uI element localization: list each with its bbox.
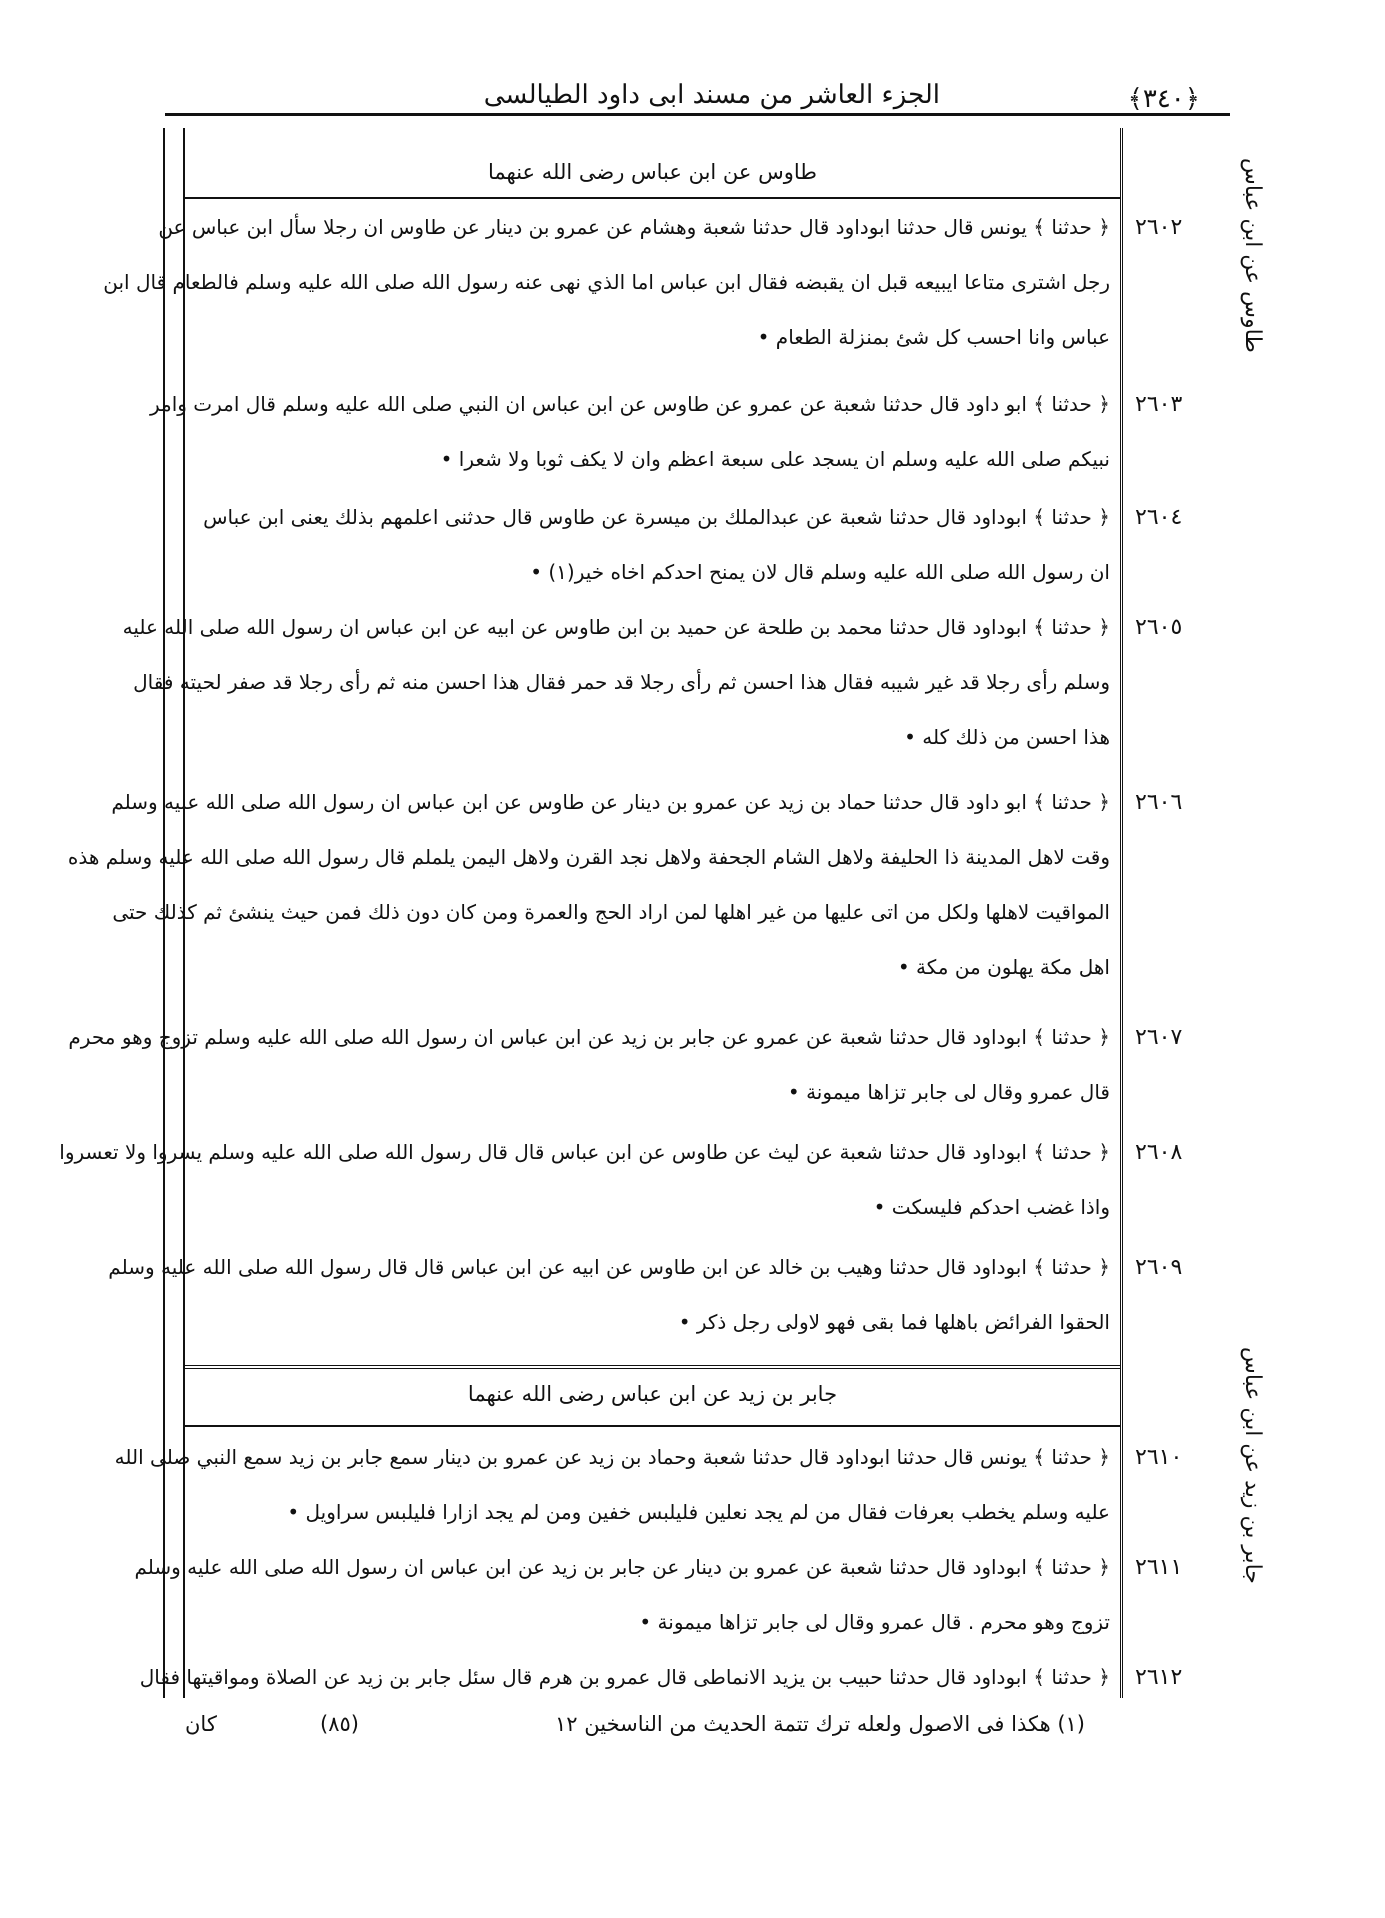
hadith-number: ٢٦٠٣ xyxy=(1135,392,1183,417)
hadith-text-line: ﴿ حدثنا ﴾ ابوداود قال حدثنا شعبة عن عبدالملك بن ميسرة عن طاوس قال حدثنى اعلمهم بذلك يعنى ابن عباس xyxy=(203,505,1110,529)
hadith-text-line: اهل مكة يهلون من مكة • xyxy=(897,955,1110,979)
hadith-number: ٢٦١١ xyxy=(1135,1555,1183,1580)
hadith-text-line: ﴿ حدثنا ﴾ ابوداود قال حدثنا وهيب بن خالد عن ابن طاوس عن ابيه عن ابن عباس قال قال رسول الله صلى الله عليه وسلم xyxy=(108,1255,1110,1279)
hadith-number: ٢٦١٠ xyxy=(1135,1445,1183,1470)
hadith-text-line: الحقوا الفرائض باهلها فما بقى فهو لاولى رجل ذكر • xyxy=(678,1310,1110,1334)
margin-note-jabir: جابر بن زيد عن ابن عباس xyxy=(1240,1346,1265,1584)
hadith-text-line: ﴿ حدثنا ﴾ ابوداود قال حدثنا حبيب بن يزيد الانماطى قال عمرو بن هرم قال سئل جابر بن زيد عن الصلاة ومواقيتها فقال xyxy=(139,1665,1110,1689)
hadith-text-line: ان رسول الله صلى الله عليه وسلم قال لان يمنح احدكم اخاه خير(١) • xyxy=(530,560,1110,584)
hadith-text-line: ﴿ حدثنا ﴾ يونس قال حدثنا ابوداود قال حدثنا شعبة وهشام عن عمرو بن دينار عن طاوس ان رجلا سأل ابن عباس عن xyxy=(158,215,1110,239)
hadith-number: ٢٦٠٤ xyxy=(1135,505,1183,530)
hadith-number: ٢٦٠٥ xyxy=(1135,615,1183,640)
hadith-text-line: المواقيت لاهلها ولكل من اتى عليها من غير اهلها لمن اراد الحج والعمرة ومن كان دون ذلك فمن حيث ينشئ ثم كذلك حتى xyxy=(112,900,1110,924)
hadith-text-line: ﴿ حدثنا ﴾ ابوداود قال حدثنا شعبة عن عمرو بن دينار عن جابر بن زيد عن ابن عباس ان رسول الله صلى الله عليه وسلم xyxy=(134,1555,1110,1579)
hadith-text-line: ﴿ حدثنا ﴾ ابوداود قال حدثنا شعبة عن عمرو عن جابر بن زيد عن ابن عباس ان رسول الله صلى الله عليه وسلم تزوج وهو محرم xyxy=(68,1025,1110,1049)
hadith-text-line: عليه وسلم يخطب بعرفات فقال من لم يجد نعلين فليلبس خفين ومن لم يجد ازارا فليلبس سراويل • xyxy=(287,1500,1110,1524)
hadith-text-line: واذا غضب احدكم فليسكت • xyxy=(873,1195,1110,1219)
hadith-number: ٢٦٠٧ xyxy=(1135,1025,1183,1050)
hadith-text-line: ﴿ حدثنا ﴾ ابوداود قال حدثنا محمد بن طلحة عن حميد بن ابن طاوس عن ابيه عن ابن عباس ان رسول الله صلى الله عليه xyxy=(122,615,1110,639)
section-heading-jabir: جابر بن زيد عن ابن عباس رضى الله عنهما xyxy=(467,1382,838,1406)
section-heading-tawus: طاوس عن ابن عباس رضى الله عنهما xyxy=(487,160,818,184)
hadith-text-line: وسلم رأى رجلا قد غير شيبه فقال هذا احسن ثم رأى رجلا قد حمر فقال هذا احسن منه ثم رأى رجلا قد صفر لحيته فقال xyxy=(133,670,1110,694)
signature-mark: (٨٥) xyxy=(320,1712,359,1736)
hadith-text-line: نبيكم صلى الله عليه وسلم ان يسجد على سبعة اعظم وان لا يكف ثوبا ولا شعرا • xyxy=(440,447,1110,471)
hadith-text-line: ﴿ حدثنا ﴾ ابوداود قال حدثنا شعبة عن ليث عن طاوس عن ابن عباس قال قال رسول الله صلى الله عليه وسلم يسروا ولا تعسروا xyxy=(59,1140,1110,1164)
hadith-number: ٢٦٠٩ xyxy=(1135,1255,1183,1280)
hadith-text-line: وقت لاهل المدينة ذا الحليفة ولاهل الشام الجحفة ولاهل نجد القرن ولاهل اليمن يلملم قال رسول الله صلى الله عليه وسلم هذه xyxy=(67,845,1110,869)
header-rule xyxy=(165,113,1230,116)
margin-note-tawus: طاوس عن ابن عباس xyxy=(1240,157,1265,353)
section-rule xyxy=(185,1425,1120,1427)
hadith-text-line: ﴿ حدثنا ﴾ ابو داود قال حدثنا حماد بن زيد عن عمرو بن دينار عن طاوس عن ابن عباس ان رسول الله صلى الله عليه وسلم xyxy=(111,790,1110,814)
page-number: ﴿٣٤٠﴾ xyxy=(1127,84,1200,114)
hadith-text-line: عباس وانا احسب كل شئ بمنزلة الطعام • xyxy=(757,325,1110,349)
catchword: كان xyxy=(185,1712,217,1736)
hadith-number: ٢٦٠٨ xyxy=(1135,1140,1183,1165)
hadith-text-line: تزوج وهو محرم . قال عمرو وقال لى جابر تزاها ميمونة • xyxy=(639,1610,1110,1634)
hadith-number: ٢٦٠٢ xyxy=(1135,215,1183,240)
hadith-text-line: هذا احسن من ذلك كله • xyxy=(904,725,1110,749)
hadith-number: ٢٦٠٦ xyxy=(1135,790,1183,815)
footnote: (١) هكذا فى الاصول ولعله ترك تتمة الحديث من الناسخين ١٢ xyxy=(555,1712,1085,1736)
hadith-text-line: رجل اشترى متاعا ايبيعه قبل ان يقبضه فقال ابن عباس اما الذي نهى عنه رسول الله صلى الله عليه وسلم فالطعام قال ابن xyxy=(103,270,1110,294)
hadith-number: ٢٦١٢ xyxy=(1135,1665,1183,1690)
section-rule xyxy=(185,1365,1120,1369)
hadith-text-line: قال عمرو وقال لى جابر تزاها ميمونة • xyxy=(787,1080,1110,1104)
hadith-text-line: ﴿ حدثنا ﴾ ابو داود قال حدثنا شعبة عن عمرو عن طاوس عن ابن عباس ان النبي صلى الله عليه وسلم قال امرت وامر xyxy=(149,392,1110,416)
hadith-text-line: ﴿ حدثنا ﴾ يونس قال حدثنا ابوداود قال حدثنا شعبة وحماد بن زيد عن عمرو بن دينار سمع جابر بن زيد سمع النبي صلى الله xyxy=(114,1445,1110,1469)
running-title: الجزء العاشر من مسند ابى داود الطيالسى xyxy=(483,80,940,110)
section-rule xyxy=(185,197,1120,199)
